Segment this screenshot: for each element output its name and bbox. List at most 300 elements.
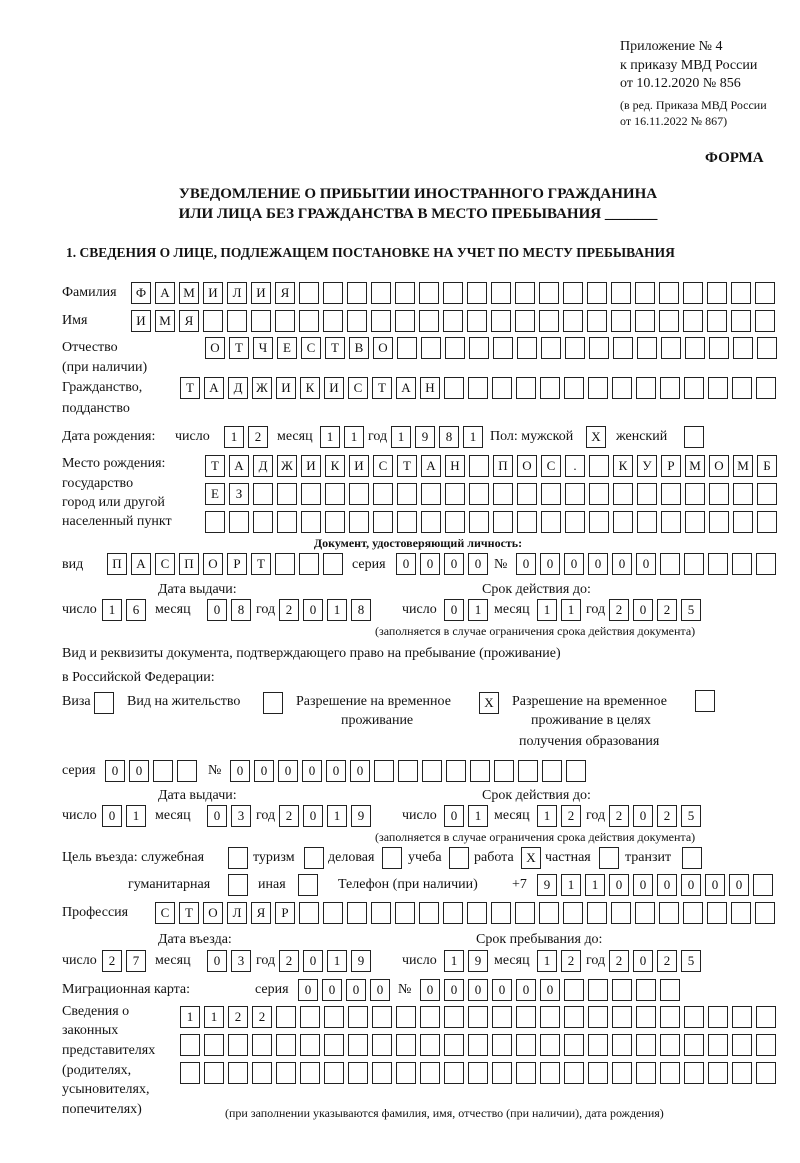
- char-cell[interactable]: С: [155, 553, 175, 575]
- char-cell[interactable]: [276, 1034, 296, 1056]
- char-cell[interactable]: [564, 979, 584, 1001]
- char-cell[interactable]: 0: [633, 805, 653, 827]
- char-cell[interactable]: [421, 483, 441, 505]
- char-cell[interactable]: Е: [205, 483, 225, 505]
- char-cell[interactable]: [299, 282, 319, 304]
- char-cell[interactable]: [469, 483, 489, 505]
- char-cell[interactable]: [709, 511, 729, 533]
- char-cell[interactable]: [420, 1062, 440, 1084]
- char-cell[interactable]: Р: [275, 902, 295, 924]
- char-cell[interactable]: [541, 511, 561, 533]
- char-cell[interactable]: О: [205, 337, 225, 359]
- char-cell[interactable]: И: [349, 455, 369, 477]
- char-cell[interactable]: 0: [588, 553, 608, 575]
- char-cell[interactable]: [660, 1006, 680, 1028]
- char-cell[interactable]: [612, 1006, 632, 1028]
- char-cell[interactable]: 1: [537, 805, 557, 827]
- char-cell[interactable]: 1: [468, 805, 488, 827]
- char-cell[interactable]: Т: [205, 455, 225, 477]
- char-cell[interactable]: [637, 483, 657, 505]
- char-cell[interactable]: [637, 511, 657, 533]
- char-cell[interactable]: [467, 310, 487, 332]
- char-cell[interactable]: [494, 760, 514, 782]
- char-cell[interactable]: О: [203, 902, 223, 924]
- char-cell[interactable]: [708, 553, 728, 575]
- char-cell[interactable]: [684, 553, 704, 575]
- char-cell[interactable]: И: [251, 282, 271, 304]
- char-cell[interactable]: [636, 1034, 656, 1056]
- char-cell[interactable]: П: [107, 553, 127, 575]
- char-cell[interactable]: И: [276, 377, 296, 399]
- char-cell[interactable]: 2: [279, 950, 299, 972]
- char-cell[interactable]: [756, 553, 776, 575]
- char-cell[interactable]: 0: [444, 979, 464, 1001]
- char-cell[interactable]: [635, 282, 655, 304]
- char-cell[interactable]: [253, 483, 273, 505]
- char-cell[interactable]: [397, 511, 417, 533]
- representatives-row-1[interactable]: [180, 1006, 776, 1028]
- char-cell[interactable]: [731, 902, 751, 924]
- char-cell[interactable]: Н: [420, 377, 440, 399]
- char-cell[interactable]: 0: [207, 599, 227, 621]
- char-cell[interactable]: [204, 1034, 224, 1056]
- char-cell[interactable]: [445, 483, 465, 505]
- char-cell[interactable]: [660, 1062, 680, 1084]
- char-cell[interactable]: 0: [420, 553, 440, 575]
- char-cell[interactable]: 2: [609, 950, 629, 972]
- char-cell[interactable]: [491, 310, 511, 332]
- id-doc-type-field[interactable]: [107, 553, 343, 575]
- char-cell[interactable]: [541, 337, 561, 359]
- char-cell[interactable]: 0: [729, 874, 749, 896]
- char-cell[interactable]: [300, 1062, 320, 1084]
- char-cell[interactable]: [469, 511, 489, 533]
- char-cell[interactable]: [445, 511, 465, 533]
- char-cell[interactable]: [515, 310, 535, 332]
- birthplace-row-1[interactable]: [205, 455, 777, 477]
- char-cell[interactable]: И: [324, 377, 344, 399]
- char-cell[interactable]: [708, 1006, 728, 1028]
- char-cell[interactable]: [732, 377, 752, 399]
- char-cell[interactable]: В: [349, 337, 369, 359]
- char-cell[interactable]: 0: [322, 979, 342, 1001]
- char-cell[interactable]: [349, 511, 369, 533]
- char-cell[interactable]: 0: [612, 553, 632, 575]
- char-cell[interactable]: [372, 1034, 392, 1056]
- issue-month-field[interactable]: [207, 599, 251, 621]
- visa-checkbox[interactable]: [94, 692, 114, 714]
- char-cell[interactable]: 0: [516, 553, 536, 575]
- char-cell[interactable]: [398, 760, 418, 782]
- representatives-row-3[interactable]: [180, 1062, 776, 1084]
- char-cell[interactable]: [636, 1006, 656, 1028]
- char-cell[interactable]: [753, 874, 773, 896]
- char-cell[interactable]: [709, 337, 729, 359]
- char-cell[interactable]: [492, 1062, 512, 1084]
- char-cell[interactable]: [325, 511, 345, 533]
- char-cell[interactable]: [661, 511, 681, 533]
- char-cell[interactable]: [661, 337, 681, 359]
- char-cell[interactable]: 2: [561, 950, 581, 972]
- char-cell[interactable]: [348, 1034, 368, 1056]
- char-cell[interactable]: [446, 760, 466, 782]
- char-cell[interactable]: 0: [633, 874, 653, 896]
- char-cell[interactable]: [707, 310, 727, 332]
- char-cell[interactable]: А: [421, 455, 441, 477]
- char-cell[interactable]: [492, 1006, 512, 1028]
- char-cell[interactable]: [323, 553, 343, 575]
- char-cell[interactable]: [707, 902, 727, 924]
- char-cell[interactable]: 1: [444, 950, 464, 972]
- char-cell[interactable]: [396, 1006, 416, 1028]
- char-cell[interactable]: Ж: [252, 377, 272, 399]
- char-cell[interactable]: О: [517, 455, 537, 477]
- char-cell[interactable]: 1: [327, 950, 347, 972]
- char-cell[interactable]: Е: [277, 337, 297, 359]
- char-cell[interactable]: 9: [415, 426, 435, 448]
- char-cell[interactable]: 5: [681, 599, 701, 621]
- char-cell[interactable]: 0: [444, 553, 464, 575]
- char-cell[interactable]: [757, 483, 777, 505]
- char-cell[interactable]: 0: [633, 599, 653, 621]
- char-cell[interactable]: [732, 1034, 752, 1056]
- char-cell[interactable]: [708, 377, 728, 399]
- char-cell[interactable]: 6: [126, 599, 146, 621]
- char-cell[interactable]: [445, 337, 465, 359]
- char-cell[interactable]: Л: [227, 282, 247, 304]
- char-cell[interactable]: [588, 1062, 608, 1084]
- char-cell[interactable]: [539, 282, 559, 304]
- char-cell[interactable]: [707, 282, 727, 304]
- issue-year-field[interactable]: [279, 805, 371, 827]
- stay-until-month-field[interactable]: [537, 950, 581, 972]
- purpose-work-checkbox[interactable]: [521, 847, 541, 869]
- char-cell[interactable]: [468, 1062, 488, 1084]
- char-cell[interactable]: О: [203, 553, 223, 575]
- phone-field[interactable]: [537, 874, 773, 896]
- char-cell[interactable]: [563, 310, 583, 332]
- char-cell[interactable]: 1: [537, 950, 557, 972]
- char-cell[interactable]: [324, 1034, 344, 1056]
- char-cell[interactable]: [756, 1062, 776, 1084]
- char-cell[interactable]: [301, 483, 321, 505]
- char-cell[interactable]: З: [229, 483, 249, 505]
- char-cell[interactable]: 2: [252, 1006, 272, 1028]
- char-cell[interactable]: [755, 902, 775, 924]
- char-cell[interactable]: [708, 1034, 728, 1056]
- char-cell[interactable]: [470, 760, 490, 782]
- patronymic-field[interactable]: [205, 337, 777, 359]
- valid-month-field[interactable]: [537, 805, 581, 827]
- char-cell[interactable]: 0: [444, 805, 464, 827]
- valid-month-field[interactable]: [537, 599, 581, 621]
- char-cell[interactable]: [325, 483, 345, 505]
- char-cell[interactable]: [371, 282, 391, 304]
- residence-permit-checkbox[interactable]: [263, 692, 283, 714]
- char-cell[interactable]: [660, 553, 680, 575]
- char-cell[interactable]: [660, 1034, 680, 1056]
- char-cell[interactable]: 0: [303, 805, 323, 827]
- char-cell[interactable]: [636, 1062, 656, 1084]
- char-cell[interactable]: 0: [302, 760, 322, 782]
- char-cell[interactable]: 0: [350, 760, 370, 782]
- char-cell[interactable]: М: [733, 455, 753, 477]
- char-cell[interactable]: [517, 483, 537, 505]
- char-cell[interactable]: [203, 310, 223, 332]
- char-cell[interactable]: [613, 483, 633, 505]
- char-cell[interactable]: [371, 310, 391, 332]
- char-cell[interactable]: [516, 377, 536, 399]
- char-cell[interactable]: [541, 483, 561, 505]
- char-cell[interactable]: [755, 310, 775, 332]
- char-cell[interactable]: У: [637, 455, 657, 477]
- char-cell[interactable]: [382, 847, 402, 869]
- char-cell[interactable]: [589, 483, 609, 505]
- char-cell[interactable]: [419, 902, 439, 924]
- valid-year-field[interactable]: [609, 599, 701, 621]
- char-cell[interactable]: [517, 337, 537, 359]
- char-cell[interactable]: [491, 282, 511, 304]
- char-cell[interactable]: [347, 310, 367, 332]
- char-cell[interactable]: 2: [248, 426, 268, 448]
- migration-number-field[interactable]: [420, 979, 680, 1001]
- char-cell[interactable]: [421, 511, 441, 533]
- char-cell[interactable]: 9: [351, 950, 371, 972]
- char-cell[interactable]: [228, 1062, 248, 1084]
- char-cell[interactable]: 2: [279, 805, 299, 827]
- char-cell[interactable]: [518, 760, 538, 782]
- char-cell[interactable]: 8: [351, 599, 371, 621]
- char-cell[interactable]: [347, 282, 367, 304]
- char-cell[interactable]: [468, 377, 488, 399]
- char-cell[interactable]: 2: [279, 599, 299, 621]
- char-cell[interactable]: [733, 511, 753, 533]
- char-cell[interactable]: 0: [102, 805, 122, 827]
- char-cell[interactable]: [611, 310, 631, 332]
- profession-field[interactable]: [155, 902, 775, 924]
- char-cell[interactable]: 2: [609, 599, 629, 621]
- char-cell[interactable]: 9: [468, 950, 488, 972]
- char-cell[interactable]: [371, 902, 391, 924]
- char-cell[interactable]: [449, 847, 469, 869]
- char-cell[interactable]: 3: [231, 805, 251, 827]
- char-cell[interactable]: [756, 1034, 776, 1056]
- char-cell[interactable]: [565, 483, 585, 505]
- char-cell[interactable]: [542, 760, 562, 782]
- char-cell[interactable]: [372, 1062, 392, 1084]
- char-cell[interactable]: [228, 1034, 248, 1056]
- char-cell[interactable]: 7: [126, 950, 146, 972]
- char-cell[interactable]: [565, 337, 585, 359]
- char-cell[interactable]: [204, 1062, 224, 1084]
- char-cell[interactable]: 0: [207, 805, 227, 827]
- char-cell[interactable]: [516, 1006, 536, 1028]
- char-cell[interactable]: [684, 1062, 704, 1084]
- issue-day-field[interactable]: [102, 805, 146, 827]
- char-cell[interactable]: [708, 1062, 728, 1084]
- char-cell[interactable]: [564, 377, 584, 399]
- char-cell[interactable]: Л: [227, 902, 247, 924]
- char-cell[interactable]: 1: [320, 426, 340, 448]
- char-cell[interactable]: [443, 282, 463, 304]
- char-cell[interactable]: Д: [228, 377, 248, 399]
- citizenship-field[interactable]: [180, 377, 776, 399]
- char-cell[interactable]: [492, 377, 512, 399]
- char-cell[interactable]: [612, 1062, 632, 1084]
- id-doc-number-field[interactable]: [516, 553, 776, 575]
- char-cell[interactable]: Р: [661, 455, 681, 477]
- char-cell[interactable]: [276, 1062, 296, 1084]
- char-cell[interactable]: [612, 979, 632, 1001]
- char-cell[interactable]: [566, 760, 586, 782]
- char-cell[interactable]: [275, 310, 295, 332]
- char-cell[interactable]: 0: [564, 553, 584, 575]
- char-cell[interactable]: [612, 1034, 632, 1056]
- char-cell[interactable]: [611, 282, 631, 304]
- char-cell[interactable]: 1: [327, 805, 347, 827]
- char-cell[interactable]: [756, 377, 776, 399]
- char-cell[interactable]: [755, 282, 775, 304]
- char-cell[interactable]: 0: [396, 553, 416, 575]
- char-cell[interactable]: [491, 902, 511, 924]
- char-cell[interactable]: Т: [229, 337, 249, 359]
- char-cell[interactable]: [587, 902, 607, 924]
- id-doc-series-field[interactable]: [396, 553, 488, 575]
- char-cell[interactable]: 5: [681, 950, 701, 972]
- char-cell[interactable]: [660, 979, 680, 1001]
- char-cell[interactable]: И: [131, 310, 151, 332]
- char-cell[interactable]: [300, 1034, 320, 1056]
- char-cell[interactable]: [469, 455, 489, 477]
- char-cell[interactable]: [684, 426, 704, 448]
- char-cell[interactable]: [347, 902, 367, 924]
- char-cell[interactable]: 1: [204, 1006, 224, 1028]
- name-field[interactable]: [131, 310, 775, 332]
- char-cell[interactable]: [323, 282, 343, 304]
- char-cell[interactable]: [180, 1062, 200, 1084]
- char-cell[interactable]: X: [521, 847, 541, 869]
- char-cell[interactable]: [180, 1034, 200, 1056]
- char-cell[interactable]: [540, 1006, 560, 1028]
- char-cell[interactable]: [660, 377, 680, 399]
- char-cell[interactable]: 1: [391, 426, 411, 448]
- char-cell[interactable]: А: [204, 377, 224, 399]
- char-cell[interactable]: [587, 282, 607, 304]
- stay-series-field[interactable]: [105, 760, 197, 782]
- char-cell[interactable]: [709, 483, 729, 505]
- char-cell[interactable]: [635, 902, 655, 924]
- char-cell[interactable]: [276, 1006, 296, 1028]
- char-cell[interactable]: [420, 1006, 440, 1028]
- char-cell[interactable]: [564, 1062, 584, 1084]
- char-cell[interactable]: М: [685, 455, 705, 477]
- char-cell[interactable]: Ч: [253, 337, 273, 359]
- char-cell[interactable]: 2: [228, 1006, 248, 1028]
- char-cell[interactable]: [420, 1034, 440, 1056]
- stay-until-day-field[interactable]: [444, 950, 488, 972]
- char-cell[interactable]: [732, 1006, 752, 1028]
- purpose-tourism-checkbox[interactable]: [304, 847, 324, 869]
- char-cell[interactable]: 5: [681, 805, 701, 827]
- char-cell[interactable]: 0: [636, 553, 656, 575]
- char-cell[interactable]: 8: [231, 599, 251, 621]
- representatives-row-2[interactable]: [180, 1034, 776, 1056]
- char-cell[interactable]: [443, 310, 463, 332]
- char-cell[interactable]: О: [373, 337, 393, 359]
- char-cell[interactable]: П: [179, 553, 199, 575]
- char-cell[interactable]: [563, 902, 583, 924]
- char-cell[interactable]: [299, 553, 319, 575]
- char-cell[interactable]: [733, 483, 753, 505]
- purpose-other-checkbox[interactable]: [298, 874, 318, 896]
- char-cell[interactable]: X: [586, 426, 606, 448]
- char-cell[interactable]: Т: [372, 377, 392, 399]
- char-cell[interactable]: [277, 483, 297, 505]
- char-cell[interactable]: [444, 1034, 464, 1056]
- char-cell[interactable]: 0: [129, 760, 149, 782]
- char-cell[interactable]: С: [541, 455, 561, 477]
- entry-date-year-field[interactable]: [279, 950, 371, 972]
- char-cell[interactable]: [422, 760, 442, 782]
- char-cell[interactable]: [539, 902, 559, 924]
- valid-year-field[interactable]: [609, 805, 701, 827]
- char-cell[interactable]: И: [301, 455, 321, 477]
- surname-field[interactable]: [131, 282, 775, 304]
- char-cell[interactable]: 0: [254, 760, 274, 782]
- char-cell[interactable]: [684, 1006, 704, 1028]
- char-cell[interactable]: [540, 1034, 560, 1056]
- char-cell[interactable]: [684, 1034, 704, 1056]
- char-cell[interactable]: [589, 337, 609, 359]
- char-cell[interactable]: Ф: [131, 282, 151, 304]
- char-cell[interactable]: [516, 1062, 536, 1084]
- char-cell[interactable]: [684, 377, 704, 399]
- birthplace-row-2[interactable]: [205, 483, 777, 505]
- char-cell[interactable]: [661, 483, 681, 505]
- purpose-transit-checkbox[interactable]: [682, 847, 702, 869]
- char-cell[interactable]: [298, 874, 318, 896]
- char-cell[interactable]: О: [709, 455, 729, 477]
- char-cell[interactable]: [493, 511, 513, 533]
- char-cell[interactable]: [419, 310, 439, 332]
- valid-day-field[interactable]: [444, 599, 488, 621]
- char-cell[interactable]: [299, 902, 319, 924]
- purpose-private-checkbox[interactable]: [599, 847, 619, 869]
- char-cell[interactable]: 0: [540, 553, 560, 575]
- char-cell[interactable]: [395, 282, 415, 304]
- entry-date-day-field[interactable]: [102, 950, 146, 972]
- char-cell[interactable]: Т: [397, 455, 417, 477]
- char-cell[interactable]: Я: [179, 310, 199, 332]
- char-cell[interactable]: .: [565, 455, 585, 477]
- char-cell[interactable]: К: [325, 455, 345, 477]
- char-cell[interactable]: [153, 760, 173, 782]
- char-cell[interactable]: 0: [207, 950, 227, 972]
- char-cell[interactable]: 9: [351, 805, 371, 827]
- char-cell[interactable]: [443, 902, 463, 924]
- issue-year-field[interactable]: [279, 599, 371, 621]
- char-cell[interactable]: [251, 310, 271, 332]
- char-cell[interactable]: [397, 337, 417, 359]
- char-cell[interactable]: 0: [657, 874, 677, 896]
- temp-permit-checkbox[interactable]: [479, 692, 499, 714]
- char-cell[interactable]: [374, 760, 394, 782]
- char-cell[interactable]: [515, 902, 535, 924]
- char-cell[interactable]: [589, 511, 609, 533]
- char-cell[interactable]: [565, 511, 585, 533]
- char-cell[interactable]: [227, 310, 247, 332]
- sex-female-checkbox[interactable]: [684, 426, 704, 448]
